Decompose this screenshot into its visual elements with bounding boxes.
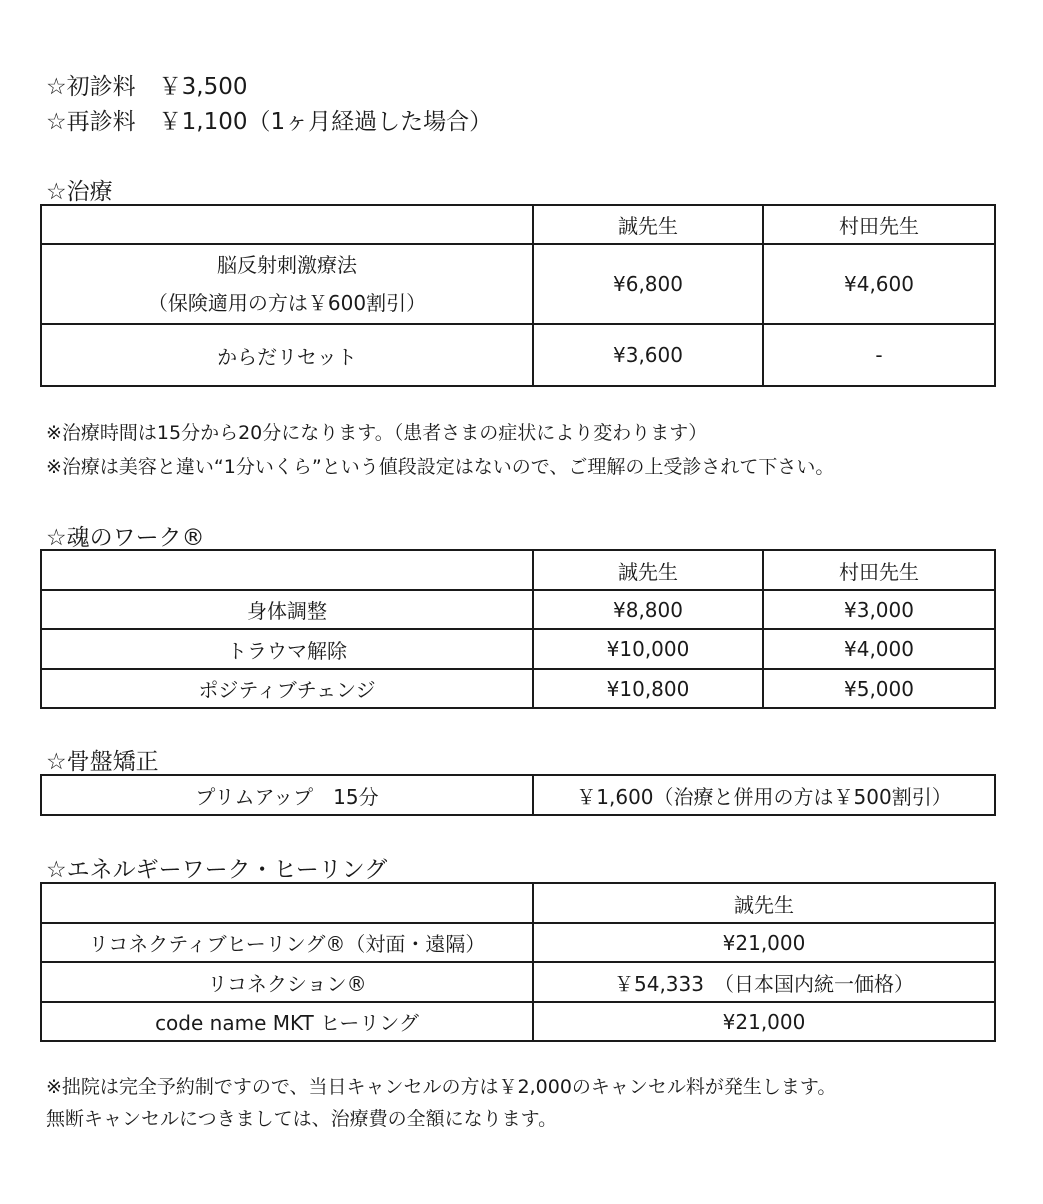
table-row (41, 923, 995, 962)
table-row (41, 775, 995, 815)
price-makoto: ¥3,600 (533, 324, 763, 386)
price-murata: ¥3,000 (763, 590, 995, 629)
table-row (41, 1002, 995, 1041)
energy-table (40, 882, 996, 1042)
service-name: 身体調整 (41, 590, 533, 629)
table-header-row (41, 883, 995, 923)
header-cell-empty (41, 205, 533, 244)
table-row (41, 962, 995, 1002)
price-murata: ¥5,000 (763, 669, 995, 708)
energy-heading: ☆エネルギーワーク・ヒーリング (46, 857, 388, 883)
service-price: ¥21,000 (533, 1002, 995, 1041)
treatment-name-cell (41, 244, 533, 324)
header-cell-murata: 村田先生 (763, 550, 995, 590)
cancellation-note: 無断キャンセルにつきましては、治療費の全額になります。 (46, 1108, 558, 1130)
treatment-subname: （保険適用の方は￥600割引） (147, 291, 427, 315)
header-cell-makoto: 誠先生 (533, 883, 995, 923)
service-name: ポジティブチェンジ (41, 669, 533, 708)
price-makoto: ¥10,000 (533, 629, 763, 669)
service-name: トラウマ解除 (41, 629, 533, 669)
treatment-table (40, 204, 996, 387)
treatment-name: 脳反射刺激療法 (217, 253, 357, 277)
first-visit-fee: ☆初診料 ￥3,500 (46, 74, 248, 100)
header-cell-murata: 村田先生 (763, 205, 995, 244)
table-header-row (41, 550, 995, 590)
soul-work-heading: ☆魂のワーク® (46, 525, 205, 551)
soul-work-table (40, 549, 996, 709)
header-cell-empty (41, 883, 533, 923)
price-murata: - (763, 324, 995, 386)
pelvis-heading: ☆骨盤矯正 (46, 749, 159, 775)
service-name: リコネクション® (41, 962, 533, 1002)
price-makoto: ¥10,800 (533, 669, 763, 708)
price-makoto: ¥6,800 (533, 244, 763, 324)
header-cell-empty (41, 550, 533, 590)
service-price: ¥21,000 (533, 923, 995, 962)
table-header-row (41, 205, 995, 244)
cancellation-note: ※拙院は完全予約制ですので、当日キャンセルの方は￥2,000のキャンセル料が発生します。 (46, 1076, 837, 1098)
treatment-note: ※治療は美容と違い“1分いくら”という値段設定はないので、ご理解の上受診されて下さい。 (46, 456, 835, 478)
service-price: ￥54,333 （日本国内統一価格） (533, 962, 995, 1002)
service-name: code name MKT ヒーリング (41, 1002, 533, 1041)
price-murata: ¥4,000 (763, 629, 995, 669)
table-row (41, 324, 995, 386)
table-row (41, 629, 995, 669)
price-makoto: ¥8,800 (533, 590, 763, 629)
pelvis-table (40, 774, 996, 816)
table-row (41, 669, 995, 708)
service-name: リコネクティブヒーリング®（対面・遠隔） (41, 923, 533, 962)
treatment-note: ※治療時間は15分から20分になります。（患者さまの症状により変わります） (46, 422, 708, 444)
treatment-heading: ☆治療 (46, 179, 113, 205)
treatment-name: からだリセット (41, 324, 533, 386)
service-name: プリムアップ 15分 (41, 775, 533, 815)
price-murata: ¥4,600 (763, 244, 995, 324)
header-cell-makoto: 誠先生 (533, 205, 763, 244)
table-row (41, 244, 995, 324)
table-row (41, 590, 995, 629)
return-visit-fee: ☆再診料 ￥1,100（1ヶ月経過した場合） (46, 109, 493, 135)
service-price: ￥1,600（治療と併用の方は￥500割引） (533, 775, 995, 815)
header-cell-makoto: 誠先生 (533, 550, 763, 590)
